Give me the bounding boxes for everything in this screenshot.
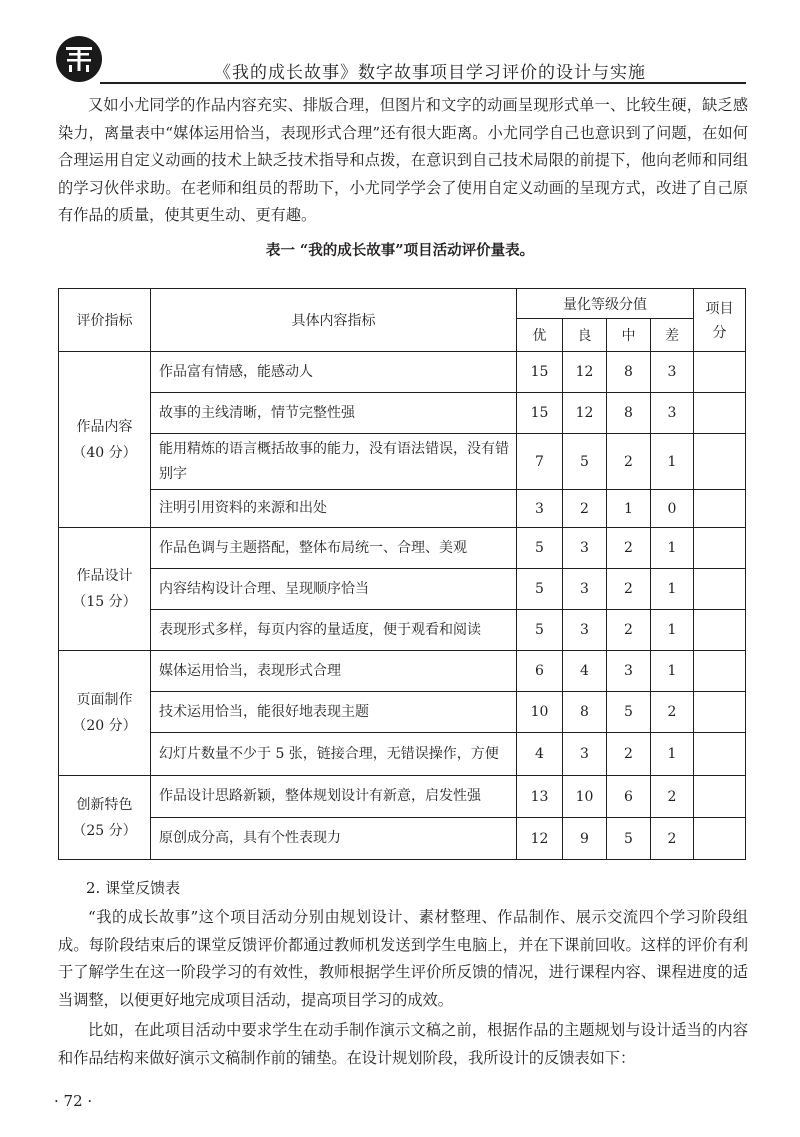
table-row <box>59 610 746 651</box>
score-liang: 3 <box>563 610 607 651</box>
table-row <box>59 393 746 434</box>
project-score-cell <box>694 528 746 569</box>
section-heading: 2. 课堂反馈表 <box>86 879 181 897</box>
body-paragraph-2: “我的成长故事”这个项目活动分别由规划设计、素材整理、作品制作、展示交流四个学习阶段组成。每阶段结束后的课堂反馈评价都通过教师机发送到学生电脑上，并在下课前回收。这样的评价有利于了解学生在这一阶段学习的有效性，教师根据学生评价所反馈的情况，进行课程内容、课程进度的适当调整，以便更好地完成项目活动，提高项目学习的成效。 <box>58 908 748 1009</box>
score-you: 10 <box>517 692 563 733</box>
score-zhong: 8 <box>607 352 651 393</box>
category-name: 页面制作 <box>76 692 133 708</box>
category-content <box>59 352 151 528</box>
criterion-description: 注明引用资料的来源和出处 <box>151 490 517 528</box>
score-cha: 2 <box>651 692 694 733</box>
score-zhong: 2 <box>607 610 651 651</box>
project-score-cell <box>694 610 746 651</box>
score-you: 5 <box>517 610 563 651</box>
score-liang: 12 <box>563 393 607 434</box>
header-levels: 量化等级分值 <box>517 289 694 319</box>
score-zhong: 2 <box>607 434 651 490</box>
category-points: （20 分） <box>72 718 137 734</box>
category-points: （25 分） <box>72 822 137 839</box>
criterion-description: 作品富有情感，能感动人 <box>151 352 517 393</box>
score-you: 7 <box>517 434 563 490</box>
journal-logo-glyph <box>56 36 102 82</box>
score-zhong: 8 <box>607 393 651 434</box>
score-liang: 4 <box>563 651 607 692</box>
criterion-description: 技术运用恰当，能很好地表现主题 <box>151 692 517 733</box>
score-zhong: 2 <box>607 733 651 776</box>
criterion-description: 作品色调与主题搭配，整体布局统一、合理、美观 <box>151 528 517 569</box>
score-zhong: 5 <box>607 692 651 733</box>
table-caption: 表一 “我的成长故事”项目活动评价量表。 <box>265 242 535 259</box>
score-you: 4 <box>517 733 563 776</box>
score-cha: 2 <box>651 776 694 818</box>
header-content: 具体内容指标 <box>151 289 517 352</box>
category-points: （40 分） <box>72 444 137 461</box>
score-zhong: 2 <box>607 528 651 569</box>
score-cha: 1 <box>651 434 694 490</box>
header-level-zhong: 中 <box>607 319 651 352</box>
score-zhong: 2 <box>607 569 651 610</box>
score-liang: 12 <box>563 352 607 393</box>
score-cha: 0 <box>651 490 694 528</box>
table-row <box>59 692 746 733</box>
project-score-cell <box>694 434 746 490</box>
project-score-cell <box>694 818 746 860</box>
body-paragraph-1: 又如小尤同学的作品内容充实、排版合理，但图片和文字的动画呈现形式单一、比较生硬，缺乏感染力，离量表中“媒体运用恰当，表现形式合理”还有很大距离。小尤同学自己也意识到了问题，在如何合理运用自定义动画的技术上缺乏技术指导和点拨，在意识到自己技术局限的前提下，他向老师和同组的学习伙伴求助。在老师和组员的帮助下，小尤同学学会了使用自定义动画的呈现方式，改进了自己原有作品的质量，使其更生动、更有趣。 <box>58 96 748 224</box>
score-you: 13 <box>517 776 563 818</box>
category-design <box>59 528 151 651</box>
project-score-cell <box>694 776 746 818</box>
journal-logo <box>56 36 102 82</box>
score-you: 15 <box>517 393 563 434</box>
category-points: （15 分） <box>72 594 137 610</box>
project-score-cell <box>694 651 746 692</box>
score-liang: 3 <box>563 569 607 610</box>
table-row <box>59 651 746 692</box>
category-name: 作品内容 <box>76 418 133 435</box>
project-score-cell <box>694 352 746 393</box>
running-header-title: 《我的成长故事》数字故事项目学习评价的设计与实施 <box>214 63 646 83</box>
header-divider <box>100 82 746 84</box>
category-innovation <box>59 776 151 860</box>
score-zhong: 3 <box>607 651 651 692</box>
score-you: 6 <box>517 651 563 692</box>
score-cha: 1 <box>651 733 694 776</box>
criterion-description: 媒体运用恰当，表现形式合理 <box>151 651 517 692</box>
score-you: 3 <box>517 490 563 528</box>
score-liang: 3 <box>563 733 607 776</box>
score-you: 15 <box>517 352 563 393</box>
page-number: · 72 · <box>54 1092 93 1110</box>
header-indicator: 评价指标 <box>59 289 151 352</box>
table-row <box>59 569 746 610</box>
header-score-line2: 分 <box>712 325 727 341</box>
table-row <box>59 434 746 490</box>
score-zhong: 5 <box>607 818 651 860</box>
criterion-description: 表现形式多样，每页内容的量适度，便于观看和阅读 <box>151 610 517 651</box>
criterion-description: 作品设计思路新颖，整体规划设计有新意，启发性强 <box>151 776 517 818</box>
table-row <box>59 818 746 860</box>
header-level-cha: 差 <box>651 319 694 352</box>
criterion-description: 能用精炼的语言概括故事的能力，没有语法错误，没有错别字 <box>151 434 517 490</box>
table-row <box>59 776 746 818</box>
score-liang: 9 <box>563 818 607 860</box>
criterion-description: 幻灯片数量不少于 5 张，链接合理，无错误操作，方便 <box>151 733 517 776</box>
score-cha: 1 <box>651 651 694 692</box>
score-cha: 1 <box>651 569 694 610</box>
score-zhong: 1 <box>607 490 651 528</box>
category-production <box>59 651 151 776</box>
evaluation-table <box>58 288 746 860</box>
criterion-description: 原创成分高，具有个性表现力 <box>151 818 517 860</box>
project-score-cell <box>694 692 746 733</box>
score-you: 12 <box>517 818 563 860</box>
table-row <box>59 528 746 569</box>
table-header-row <box>59 289 746 319</box>
project-score-cell <box>694 733 746 776</box>
score-cha: 1 <box>651 610 694 651</box>
project-score-cell <box>694 569 746 610</box>
project-score-cell <box>694 393 746 434</box>
criterion-description: 内容结构设计合理、呈现顺序恰当 <box>151 569 517 610</box>
score-cha: 3 <box>651 393 694 434</box>
project-score-cell <box>694 490 746 528</box>
category-name: 作品设计 <box>76 568 133 584</box>
score-liang: 2 <box>563 490 607 528</box>
table-row <box>59 733 746 776</box>
score-liang: 3 <box>563 528 607 569</box>
criterion-description: 故事的主线清晰，情节完整性强 <box>151 393 517 434</box>
score-cha: 1 <box>651 528 694 569</box>
table-body <box>59 352 746 860</box>
table-row <box>59 490 746 528</box>
body-paragraph-3: 比如，在此项目活动中要求学生在动手制作演示文稿之前，根据作品的主题规划与设计适当的内容和作品结构来做好演示文稿制作前的铺垫。在设计规划阶段，我所设计的反馈表如下： <box>58 1021 748 1067</box>
header-level-you: 优 <box>517 319 563 352</box>
score-cha: 3 <box>651 352 694 393</box>
score-liang: 10 <box>563 776 607 818</box>
score-you: 5 <box>517 569 563 610</box>
table-row <box>59 352 746 393</box>
header-score-line1: 项目 <box>705 301 734 317</box>
header-level-liang: 良 <box>563 319 607 352</box>
score-liang: 8 <box>563 692 607 733</box>
score-zhong: 6 <box>607 776 651 818</box>
score-cha: 2 <box>651 818 694 860</box>
score-you: 5 <box>517 528 563 569</box>
category-name: 创新特色 <box>76 796 133 813</box>
header-score <box>694 289 746 352</box>
score-liang: 5 <box>563 434 607 490</box>
